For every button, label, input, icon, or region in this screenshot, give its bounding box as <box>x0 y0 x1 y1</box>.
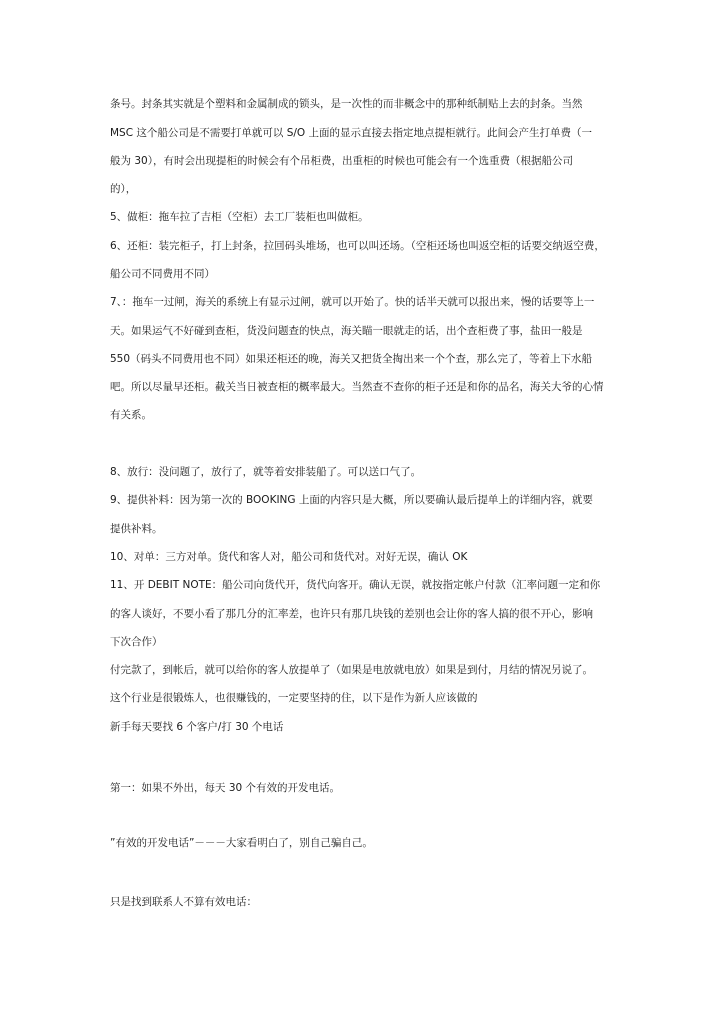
paragraph-line: 这个行业是很锻炼人，也很赚钱的，一定要坚持的住，以下是作为新人应该做的 <box>110 692 478 704</box>
paragraph-line: 有关系。 <box>110 409 152 421</box>
paragraph-line: MSC 这个船公司是不需要打单就可以 S/O 上面的显示直接去指定地点提柜就行。此间会产生打单费（一 <box>110 127 593 139</box>
paragraph-line: 550（码头不同费用也不同）如果还柜还的晚，海关又把货全掏出来一个个查，那么完了，等着上下水船 <box>110 353 593 365</box>
paragraph-line: 般为 30），有时会出现提柜的时候会有个吊柜费，出重柜的时候也可能会有一个选重费（根据船公司 <box>110 155 573 167</box>
list-item-7: 7、：拖车一过闸，海关的系统上有显示过闸，就可以开始了。快的话半天就可以报出来，慢的话要等上一 <box>110 296 595 308</box>
list-item-6: 6、还柜：装完柜子，打上封条，拉回码头堆场，也可以叫还场。（空柜还场也叫返空柜的话要交纳返空费， <box>110 240 605 252</box>
paragraph-line: 付完款了，到帐后，就可以给你的客人放提单了（如果是电放就电放）如果是到付，月结的情况另说了。 <box>110 664 593 676</box>
paragraph-line: 吧。所以尽量早还柜。截关当日被查柜的概率最大。当然查不查你的柜子还是和你的品名，海关大爷的心情 <box>110 381 604 393</box>
paragraph-line: 提供补料。 <box>110 523 163 535</box>
paragraph-line: 船公司不同费用不同） <box>110 268 215 280</box>
paragraph-line: 的）， <box>110 183 137 195</box>
paragraph-line: 天。如果运气不好碰到查柜，货没问题查的快点，海关瞄一眼就走的话，出个查柜费了事，盐田一般是 <box>110 325 583 337</box>
paragraph-line: 条号。封条其实就是个塑料和金属制成的锁头，是一次性的而非概念中的那种纸制贴上去的封条。当然 <box>110 98 583 110</box>
list-item-10: 10、对单：三方对单。货代和客人对，船公司和货代对。对好无误，确认 OK <box>110 551 468 563</box>
list-item-8: 8、放行：没问题了，放行了，就等着安排装船了。可以送口气了。 <box>110 466 422 478</box>
paragraph-line: 新手每天要找 6 个客户/打 30 个电话 <box>110 721 284 733</box>
list-item-9: 9、提供补料：因为第一次的 BOOKING 上面的内容只是大概，所以要确认最后提单上的详细内容，就要 <box>110 494 593 506</box>
list-item-11: 11、开 DEBIT NOTE：船公司向货代开，货代向客开。确认无误，就按指定帐户付款（汇率问题一定和你 <box>110 579 601 591</box>
paragraph-line: ”有效的开发电话”－－－大家看明白了，别自己骗自己。 <box>110 837 373 849</box>
paragraph-line: 只是找到联系人不算有效电话： <box>110 896 257 908</box>
paragraph-line: 下次合作） <box>110 636 163 648</box>
paragraph-line: 的客人谈好，不要小看了那几分的汇率差，也许只有那几块钱的差别也会让你的客人搞的很不开心，影响 <box>110 608 593 620</box>
paragraph-line: 第一：如果不外出，每天 30 个有效的开发电话。 <box>110 782 341 794</box>
list-item-5: 5、做柜：拖车拉了吉柜（空柜）去工厂装柜也叫做柜。 <box>110 211 369 223</box>
